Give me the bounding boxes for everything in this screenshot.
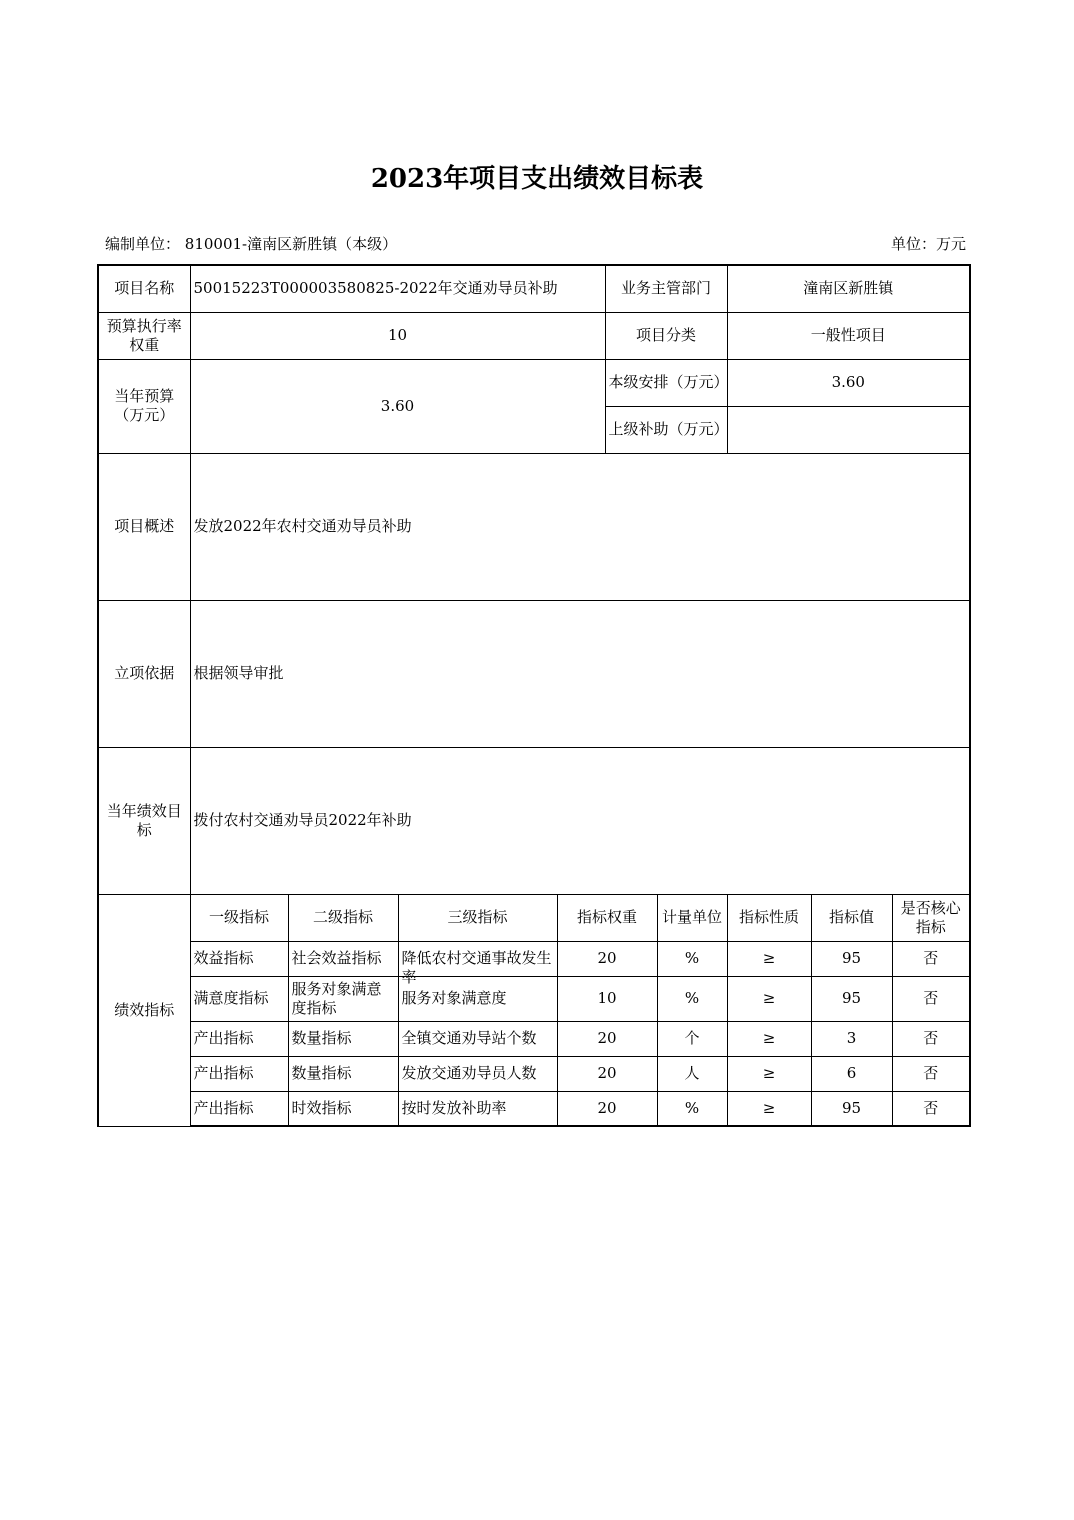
indicator-row xyxy=(98,941,970,976)
category-value: 一般性项目 xyxy=(727,312,970,359)
row3-nature: ≥ xyxy=(727,1021,811,1056)
row5-level3: 按时发放补助率 xyxy=(398,1091,557,1126)
row3-weight: 20 xyxy=(557,1021,657,1056)
row-budget xyxy=(98,359,970,406)
budget-value: 3.60 xyxy=(190,359,605,453)
category-label: 项目分类 xyxy=(605,312,727,359)
indicator-row xyxy=(98,976,970,1021)
dept-value: 潼南区新胜镇 xyxy=(727,265,970,312)
goal-label: 当年绩效目标 xyxy=(98,747,190,894)
indicators-section-label: 绩效指标 xyxy=(98,894,190,1126)
row4-core: 否 xyxy=(892,1056,970,1091)
row5-core: 否 xyxy=(892,1091,970,1126)
row4-value: 6 xyxy=(811,1056,892,1091)
header-unit: 计量单位 xyxy=(657,894,727,941)
indicator-row xyxy=(98,1056,970,1091)
row5-value: 95 xyxy=(811,1091,892,1126)
header-level1: 一级指标 xyxy=(190,894,288,941)
indicator-header-row xyxy=(98,894,970,941)
header-core: 是否核心指标 xyxy=(892,894,970,941)
row4-weight: 20 xyxy=(557,1056,657,1091)
row1-weight: 20 xyxy=(557,941,657,976)
compiling-unit xyxy=(105,233,397,254)
weight-value: 10 xyxy=(190,312,605,359)
row1-level3 xyxy=(398,941,557,986)
overview-label: 项目概述 xyxy=(98,453,190,600)
row2-core: 否 xyxy=(892,976,970,1021)
row-basis xyxy=(98,600,970,747)
row1-core: 否 xyxy=(892,941,970,976)
indicator-row xyxy=(98,1091,970,1126)
row1-unit: % xyxy=(657,941,727,976)
goal-value: 拨付农村交通劝导员2022年补助 xyxy=(190,747,970,894)
page-title: 2023年项目支出绩效目标表 xyxy=(370,164,704,194)
row2-level1: 满意度指标 xyxy=(190,976,288,1021)
row4-nature: ≥ xyxy=(727,1056,811,1091)
compiling-unit-value: 810001-潼南区新胜镇（本级） xyxy=(184,235,398,253)
row5-weight: 20 xyxy=(557,1091,657,1126)
header-weight: 指标权重 xyxy=(557,894,657,941)
project-name-value: 50015223T000003580825-2022年交通劝导员补助 xyxy=(190,265,605,312)
budget-label: 当年预算（万元） xyxy=(98,359,190,453)
upper-value xyxy=(727,406,970,453)
row-weight xyxy=(98,312,970,359)
row1-level2: 社会效益指标 xyxy=(288,941,398,976)
row5-level2: 时效指标 xyxy=(288,1091,398,1126)
row3-unit: 个 xyxy=(657,1021,727,1056)
basis-value: 根据领导审批 xyxy=(190,600,970,747)
row2-level2: 服务对象满意度指标 xyxy=(288,976,398,1021)
row1-value: 95 xyxy=(811,941,892,976)
performance-goal-table xyxy=(97,264,971,1127)
dept-label: 业务主管部门 xyxy=(605,265,727,312)
row2-weight: 10 xyxy=(557,976,657,1021)
row2-level3: 服务对象满意度 xyxy=(398,976,557,1021)
project-name-label: 项目名称 xyxy=(98,265,190,312)
row-overview xyxy=(98,453,970,600)
local-label: 本级安排（万元） xyxy=(605,359,727,406)
row4-level3: 发放交通劝导员人数 xyxy=(398,1056,557,1091)
header-level2: 二级指标 xyxy=(288,894,398,941)
row1-level3-text: 降低农村交通事故发生率 xyxy=(401,949,552,986)
row5-level1: 产出指标 xyxy=(190,1091,288,1126)
row5-nature: ≥ xyxy=(727,1091,811,1126)
local-value: 3.60 xyxy=(727,359,970,406)
row1-level1: 效益指标 xyxy=(190,941,288,976)
row2-nature: ≥ xyxy=(727,976,811,1021)
currency-unit: 单位：万元 xyxy=(890,235,966,253)
header-level3: 三级指标 xyxy=(398,894,557,941)
row3-level2: 数量指标 xyxy=(288,1021,398,1056)
row2-value: 95 xyxy=(811,976,892,1021)
row4-unit: 人 xyxy=(657,1056,727,1091)
indicator-row xyxy=(98,1021,970,1056)
row4-level1: 产出指标 xyxy=(190,1056,288,1091)
compiling-unit-label: 编制单位： xyxy=(105,235,181,253)
row3-value: 3 xyxy=(811,1021,892,1056)
row4-level2: 数量指标 xyxy=(288,1056,398,1091)
row1-nature: ≥ xyxy=(727,941,811,976)
row3-level3: 全镇交通劝导站个数 xyxy=(398,1021,557,1056)
basis-label: 立项依据 xyxy=(98,600,190,747)
header-nature: 指标性质 xyxy=(727,894,811,941)
weight-label: 预算执行率权重 xyxy=(98,312,190,359)
header-value: 指标值 xyxy=(811,894,892,941)
row-goal xyxy=(98,747,970,894)
overview-value: 发放2022年农村交通劝导员补助 xyxy=(190,453,970,600)
upper-label: 上级补助（万元） xyxy=(605,406,727,453)
row3-level1: 产出指标 xyxy=(190,1021,288,1056)
row-project-name xyxy=(98,265,970,312)
row5-unit: % xyxy=(657,1091,727,1126)
row2-unit: % xyxy=(657,976,727,1021)
row3-core: 否 xyxy=(892,1021,970,1056)
